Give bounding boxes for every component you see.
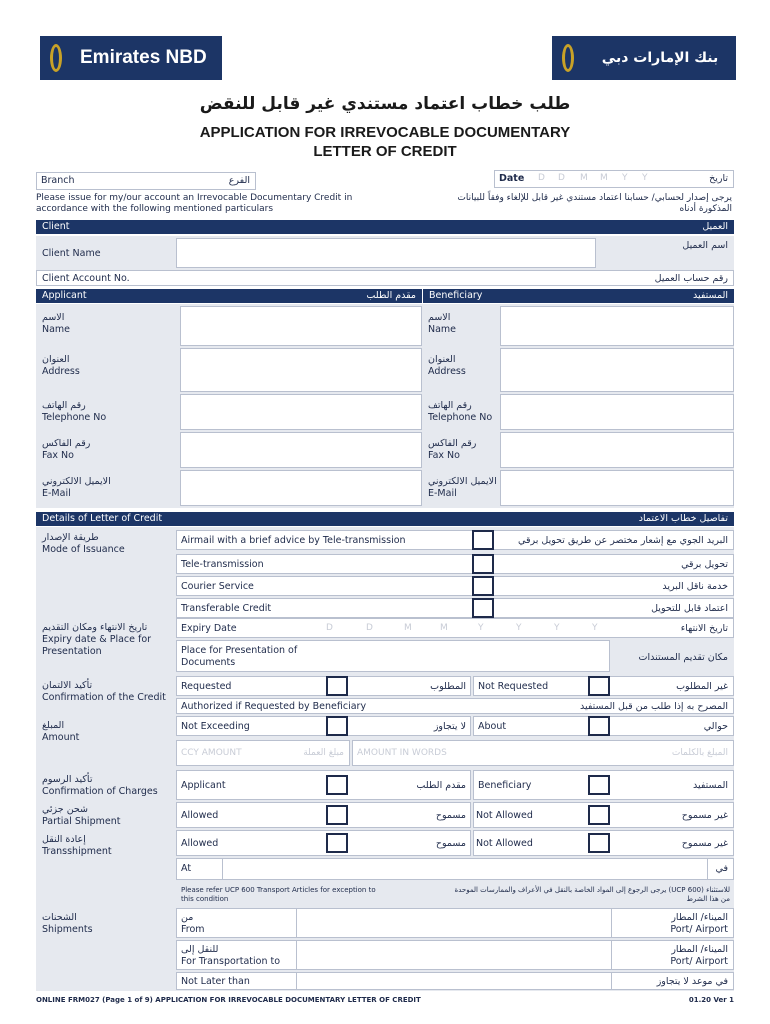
to-label: For Transportation to	[181, 956, 281, 967]
partial-not-allowed-label: Not Allowed	[476, 810, 533, 821]
date-ph: Y	[642, 173, 648, 183]
about-checkbox[interactable]	[588, 716, 610, 736]
ccy-amount-placeholder-ar: مبلغ العملة	[303, 748, 344, 758]
applicant-address-input[interactable]	[180, 348, 422, 392]
at-label-ar: في	[715, 863, 728, 874]
authorized-label-ar: المصرح به إذا طلب من قبل المستفيد	[580, 701, 728, 712]
client-account-label: Client Account No.	[42, 273, 130, 284]
mode-option-label: Transferable Credit	[181, 603, 272, 614]
footer-form-id: ONLINE FRM027 (Page 1 of 9) APPLICATION FOR IRREVOCABLE DOCUMENTARY LETTER OF CREDIT	[36, 996, 421, 1004]
title-ar: طلب خطاب اعتماد مستندي غير قابل للنقض	[199, 94, 571, 114]
beneficiary-e-mail-input[interactable]	[500, 470, 734, 506]
transshipment-label-ar: إعادة النقل	[42, 834, 86, 845]
authorized-label: Authorized if Requested by Beneficiary	[181, 701, 367, 712]
branch-label: Branch	[41, 175, 75, 186]
to-label-ar: للنقل إلى	[181, 944, 219, 955]
from-label-ar: من	[181, 912, 194, 923]
date-label-ar: تاريخ	[709, 173, 728, 184]
charges-beneficiary-label-ar: المستفيد	[692, 780, 728, 791]
expiry-date-ph: Y	[554, 623, 560, 633]
expiry-date-ph: M	[404, 623, 412, 633]
about-label: About	[478, 721, 507, 732]
beneficiary-address-label: Address	[428, 366, 466, 377]
mode-option-checkbox[interactable]	[472, 576, 494, 596]
mode-option-label-ar: البريد الجوي مع إشعار مختصر عن طريق تحويل برقي	[518, 535, 728, 546]
title-en-2: LETTER OF CREDIT	[313, 143, 457, 160]
nlt-input[interactable]	[296, 972, 612, 990]
ccy-amount-placeholder: CCY AMOUNT	[181, 748, 242, 758]
from-input[interactable]	[296, 908, 612, 938]
client-name-label: Client Name	[42, 248, 101, 259]
logo-text-en: Emirates NBD	[72, 36, 222, 80]
beneficiary-telephone-no-label-ar: رقم الهاتف	[428, 400, 472, 411]
beneficiary-address-label-ar: العنوان	[428, 354, 456, 365]
applicant-name-input[interactable]	[180, 306, 422, 346]
partial-allowed-label-ar: مسموح	[435, 810, 466, 821]
expiry-date-ph: Y	[592, 623, 598, 633]
emirates-nbd-logo-ar	[552, 36, 736, 110]
applicant-e-mail-label-ar: الايميل الالكتروني	[42, 476, 111, 487]
expiry-date-ph: Y	[478, 623, 484, 633]
charges-beneficiary-checkbox[interactable]	[588, 775, 610, 795]
logo-text-ar: بنك الإمارات دبي الوطني	[584, 36, 736, 80]
partial-allowed-label: Allowed	[181, 810, 219, 821]
emirates-nbd-logo-en	[40, 36, 222, 80]
partial-not-allowed-checkbox[interactable]	[588, 805, 610, 825]
nlt-label: Not Later than	[181, 976, 250, 987]
shipments-label: Shipments	[42, 924, 93, 935]
logo-mark-icon	[40, 36, 72, 80]
date-ph: M	[580, 173, 588, 183]
expiry-date-ph: M	[440, 623, 448, 633]
date-ph: D	[558, 173, 565, 183]
mode-option-checkbox[interactable]	[472, 530, 494, 550]
place-label-2: Documents	[181, 657, 236, 668]
mode-option-label: Airmail with a brief advice by Tele-transmission	[181, 535, 406, 546]
lc-details-bar: Details of Letter of Credit تفاصيل خطاب الاعتماد	[36, 512, 734, 526]
ucp-note-ar-2: من هذا الشرط	[686, 895, 730, 903]
expiry-date-ph: D	[366, 623, 373, 633]
requested-checkbox[interactable]	[326, 676, 348, 696]
trans-allowed-label: Allowed	[181, 838, 219, 849]
place-label-ar: مكان تقديم المستندات	[638, 652, 728, 663]
beneficiary-telephone-no-input[interactable]	[500, 394, 734, 430]
trans-not-allowed-checkbox[interactable]	[588, 833, 610, 853]
applicant-telephone-no-input[interactable]	[180, 394, 422, 430]
applicant-address-label-ar: العنوان	[42, 354, 70, 365]
expiry-date-label-ar: تاريخ الانتهاء	[680, 623, 728, 634]
intro-ar-1: يرجى إصدار لحسابي/ حسابنا اعتماد مستندي غير قابل للإلغاء وفقاً للبيانات	[457, 193, 732, 203]
requested-label-ar: المطلوب	[430, 681, 466, 692]
client-name-input[interactable]	[176, 238, 596, 268]
mode-option-label: Courier Service	[181, 581, 254, 592]
beneficiary-fax-no-input[interactable]	[500, 432, 734, 468]
applicant-name-label: Name	[42, 324, 71, 335]
date-ph: Y	[622, 173, 628, 183]
date-label: Date	[499, 173, 525, 184]
expiry-label-1: Expiry date & Place for	[42, 634, 152, 645]
beneficiary-e-mail-label-ar: الايميل الالكتروني	[428, 476, 497, 487]
trans-not-allowed-label: Not Allowed	[476, 838, 533, 849]
amount-words-placeholder: AMOUNT IN WORDS	[357, 748, 447, 758]
not-requested-checkbox[interactable]	[588, 676, 610, 696]
not-requested-label-ar: غير المطلوب	[676, 681, 728, 692]
partial-allowed-checkbox[interactable]	[326, 805, 348, 825]
beneficiary-name-label: Name	[428, 324, 457, 335]
mode-label: Mode of Issuance	[42, 544, 125, 555]
at-input[interactable]	[222, 858, 708, 880]
date-ph: D	[538, 173, 545, 183]
charges-applicant-checkbox[interactable]	[326, 775, 348, 795]
confirmation-label: Confirmation of the Credit	[42, 692, 166, 703]
not-exceeding-label-ar: لا يتجاوز	[433, 721, 466, 732]
ucp-note-ar-1: يرجى الرجوع إلى المواد الخاصة بالنقل في الأعراف والممارسات الموحدة (UCP 600) للاستثناء	[454, 886, 730, 894]
branch-label-ar: الفرع	[228, 175, 250, 186]
applicant-name-label-ar: الاسم	[42, 312, 65, 323]
to-port-label: Port/ Airport	[670, 956, 728, 967]
client-account-label-ar: رقم حساب العميل	[654, 273, 728, 284]
beneficiary-address-input[interactable]	[500, 348, 734, 392]
date-ph: M	[600, 173, 608, 183]
not-exceeding-label: Not Exceeding	[181, 721, 250, 732]
beneficiary-name-label-ar: الاسم	[428, 312, 451, 323]
trans-allowed-checkbox[interactable]	[326, 833, 348, 853]
partial-label-ar: شحن جزئي	[42, 804, 89, 815]
applicant-fax-no-input[interactable]	[180, 432, 422, 468]
to-input[interactable]	[296, 940, 612, 970]
at-label: At	[181, 863, 192, 874]
beneficiary-fax-no-label-ar: رقم الفاكس	[428, 438, 477, 449]
client-bar: Client العميل	[36, 220, 734, 234]
applicant-fax-no-label-ar: رقم الفاكس	[42, 438, 91, 449]
beneficiary-e-mail-label: E-Mail	[428, 488, 457, 499]
from-port-label-ar: الميناء/ المطار	[671, 912, 728, 923]
ucp-note-en-2: this condition	[181, 895, 229, 903]
charges-beneficiary-label: Beneficiary	[478, 780, 532, 791]
beneficiary-bar: Beneficiary المستفيد	[423, 289, 734, 303]
client-name-label-ar: اسم العميل	[682, 240, 728, 251]
charges-applicant-label-ar: مقدم الطلب	[416, 780, 466, 791]
charges-applicant-label: Applicant	[181, 780, 226, 791]
expiry-label-2: Presentation	[42, 646, 102, 657]
amount-label: Amount	[42, 732, 80, 743]
amount-label-ar: المبلغ	[42, 720, 65, 731]
transshipment-label: Transshipment	[42, 846, 112, 857]
amount-words-placeholder-ar: المبلغ بالكلمات	[671, 748, 728, 758]
expiry-date-ph: D	[326, 623, 333, 633]
about-label-ar: حوالي	[703, 721, 728, 732]
applicant-telephone-no-label: Telephone No	[42, 412, 107, 423]
applicant-bar: Applicant مقدم الطلب	[36, 289, 422, 303]
mode-option-label-ar: خدمة ناقل البريد	[662, 581, 728, 592]
mode-option-label-ar: تحويل برقي	[681, 559, 728, 570]
title-en-1: APPLICATION FOR IRREVOCABLE DOCUMENTARY	[199, 124, 571, 141]
intro-ar-2: المذكورة أدناه	[679, 204, 732, 214]
place-label-1: Place for Presentation of	[181, 645, 298, 656]
intro-en-1: Please issue for my/our account an Irrevocable Documentary Credit in	[36, 193, 353, 203]
applicant-e-mail-label: E-Mail	[42, 488, 71, 499]
to-port-label-ar: الميناء/ المطار	[671, 944, 728, 955]
not-requested-label: Not Requested	[478, 681, 549, 692]
nlt-label-ar: في موعد لا يتجاوز	[656, 976, 728, 987]
partial-not-allowed-label-ar: غير مسموح	[681, 810, 728, 821]
applicant-fax-no-label: Fax No	[42, 450, 74, 461]
beneficiary-fax-no-label: Fax No	[428, 450, 460, 461]
mode-option-checkbox[interactable]	[472, 554, 494, 574]
expiry-label-ar: تاريخ الانتهاء ومكان التقديم	[42, 622, 148, 633]
mode-option-label-ar: اعتماد قابل للتحويل	[651, 603, 728, 614]
requested-label: Requested	[181, 681, 232, 692]
footer-version: 01.20 Ver 1	[688, 996, 734, 1004]
mode-option-label: Tele-transmission	[181, 559, 264, 570]
trans-not-allowed-label-ar: غير مسموح	[681, 838, 728, 849]
not-exceeding-checkbox[interactable]	[326, 716, 348, 736]
partial-label: Partial Shipment	[42, 816, 121, 827]
expiry-date-ph: Y	[516, 623, 522, 633]
charges-label-ar: تأكيد الرسوم	[42, 774, 93, 785]
mode-label-ar: طريقة الإصدار	[42, 532, 99, 543]
charges-label: Confirmation of Charges	[42, 786, 158, 797]
confirmation-label-ar: تأكيد الالتمان	[42, 680, 93, 691]
expiry-date-label: Expiry Date	[181, 623, 237, 634]
beneficiary-name-input[interactable]	[500, 306, 734, 346]
trans-allowed-label-ar: مسموح	[435, 838, 466, 849]
shipments-label-ar: الشحنات	[42, 912, 77, 923]
from-label: From	[181, 924, 205, 935]
from-port-label: Port/ Airport	[670, 924, 728, 935]
beneficiary-telephone-no-label: Telephone No	[428, 412, 493, 423]
intro-en-2: accordance with the following mentioned particulars	[36, 204, 274, 214]
logo-mark-icon	[552, 36, 584, 80]
applicant-e-mail-input[interactable]	[180, 470, 422, 506]
mode-option-checkbox[interactable]	[472, 598, 494, 618]
applicant-telephone-no-label-ar: رقم الهاتف	[42, 400, 86, 411]
ucp-note-en-1: Please refer UCP 600 Transport Articles for exception to	[181, 886, 376, 894]
applicant-address-label: Address	[42, 366, 80, 377]
